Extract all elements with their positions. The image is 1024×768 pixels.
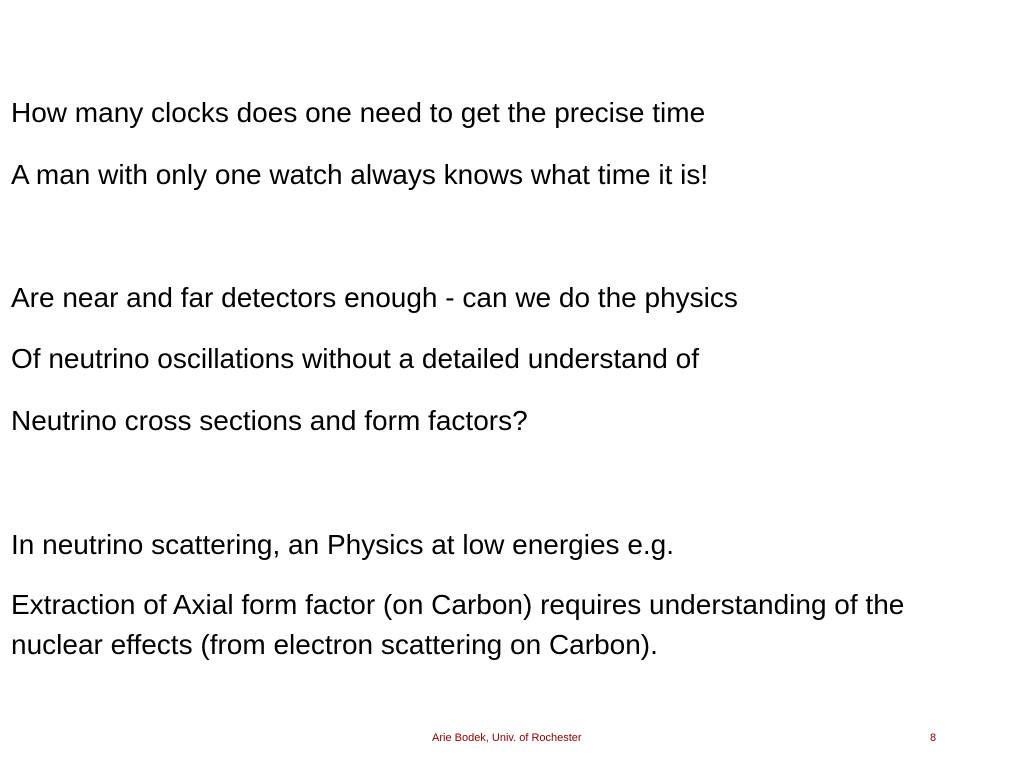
- footer-page-number: 8: [930, 732, 937, 744]
- text-line-oscillations: Of neutrino oscillations without a detailed understand of: [11, 343, 699, 374]
- text-line-clocks: How many clocks does one need to get the precise time: [11, 97, 706, 128]
- text-paragraph-axial: Extraction of Axial form factor (on Carbon) requires understanding of the nuclear effects (from electron scattering on Carbon).: [11, 589, 905, 660]
- text-line-detectors: Are near and far detectors enough - can we do the physics: [11, 282, 738, 313]
- text-line-cross-sections: Neutrino cross sections and form factors?: [11, 405, 528, 436]
- text-line-scattering: In neutrino scattering, an Physics at low energies e.g.: [11, 529, 675, 560]
- text-line-watch: A man with only one watch always knows what time it is!: [11, 159, 709, 190]
- footer-author: Arie Bodek, Univ. of Rochester: [432, 732, 582, 744]
